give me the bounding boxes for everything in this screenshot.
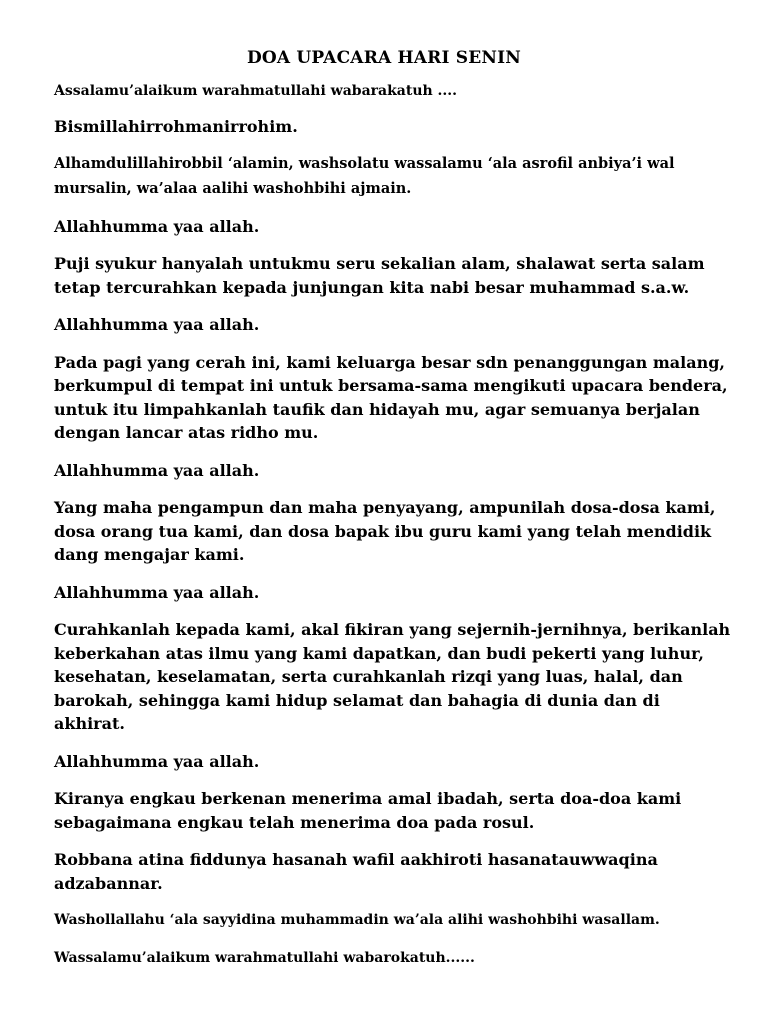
document-title: DOA UPACARA HARI SENIN <box>246 48 522 68</box>
paragraph-hamdalah: Alhamdulillahirobbil ‘alamin, washsolatu wassalamu ‘ala asrofil anbiya’i wal mursalin, wa’alaa aalihi washohbihi ajmain. <box>54 154 675 197</box>
paragraph-greeting: Assalamu’alaikum warahmatullahi wabarakatuh .... <box>54 83 458 99</box>
paragraph-invocation: Allahhumma yaa allah. <box>54 315 260 334</box>
paragraph-invocation: Allahhumma yaa allah. <box>54 216 260 236</box>
paragraph-robbana: Robbana atina fiddunya hasanah wafil aakhiroti hasanatauwwaqina adzabannar. <box>54 850 658 893</box>
paragraph-invocation: Allahhumma yaa allah. <box>54 460 260 480</box>
paragraph-blessings: Curahkanlah kepada kami, akal fikiran yang sejernih-jernihnya, berikanlah keberkahan atas ilmu yang kami dapatkan, dan budi pekerti yang luhur, kesehatan, keselamatan, serta curahkanlah rizqi yang luas, halal, dan barokah, sehingga kami hidup selamat dan bahagia di dunia dan di akhirat. <box>54 620 731 733</box>
paragraph-basmalah: Bismillahirrohmanirrohim. <box>54 117 298 136</box>
paragraph-invocation: Allahhumma yaa allah. <box>54 582 260 602</box>
paragraph-morning: Pada pagi yang cerah ini, kami keluarga besar sdn penanggungan malang, berkumpul di tempat ini untuk bersama-sama mengikuti upacara bendera, untuk itu limpahkanlah taufik dan hidayah mu, agar semuanya berjalan dengan lancar atas ridho mu. <box>54 352 728 442</box>
paragraph-invocation: Allahhumma yaa allah. <box>54 751 260 771</box>
paragraph-sholawat: Washollallahu ‘ala sayyidina muhammadin wa’ala alihi washohbihi wasallam. <box>54 912 660 928</box>
paragraph-acceptance: Kiranya engkau berkenan menerima amal ibadah, serta doa-doa kami sebagaimana engkau telah menerima doa pada rosul. <box>54 789 682 832</box>
paragraph-forgiveness: Yang maha pengampun dan maha penyayang, ampunilah dosa-dosa kami, dosa orang tua kami, dan dosa bapak ibu guru kami yang telah mendidik dang mengajar kami. <box>54 498 716 564</box>
paragraph-closing: Wassalamu’alaikum warahmatullahi wabarokatuh...... <box>54 950 475 966</box>
document-body <box>54 80 734 969</box>
paragraph-praise: Puji syukur hanyalah untukmu seru sekalian alam, shalawat serta salam tetap tercurahkan kepada junjungan kita nabi besar muhammad s.a.w. <box>54 254 705 297</box>
